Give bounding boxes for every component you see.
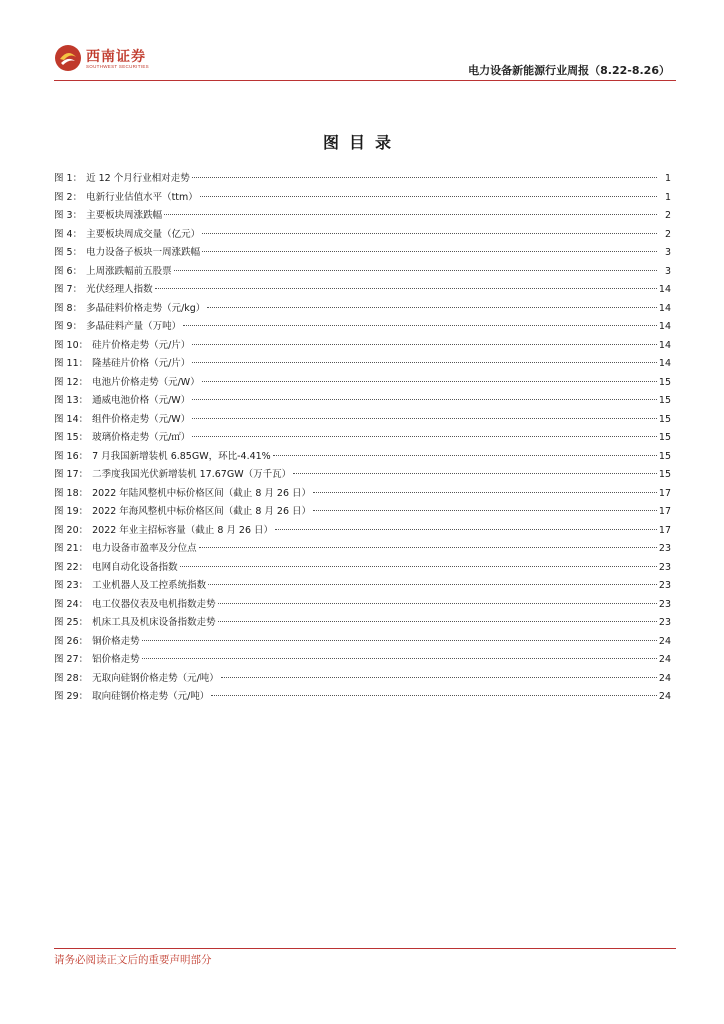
toc-entry-page: 15 [658,376,671,388]
toc-entry[interactable] [54,633,671,652]
toc-entry-page: 15 [658,413,671,425]
toc-entry[interactable] [54,466,671,485]
toc-entry-title: 电力设备子板块一周涨跌幅 [86,247,201,258]
toc-entry-page: 23 [658,543,671,554]
toc-entry[interactable] [54,318,671,337]
toc-entry-leader [202,233,657,234]
toc-entry-page: 17 [658,487,671,499]
toc-entry-title: 铝价格走势 [92,654,140,665]
toc-entry[interactable] [54,226,671,245]
toc-entry-leader [273,455,657,456]
toc-entry-page: 15 [658,469,671,480]
logo-chinese-name: 西南证券 [86,49,146,65]
toc-entry[interactable] [54,522,671,541]
toc-entry-title: 机床工具及机床设备指数走势 [92,617,216,628]
toc-entry[interactable] [54,281,671,300]
toc-entry-leader [142,658,657,659]
toc-entry-title: 2022 年陆风整机中标价格区间（截止 8 月 26 日） [92,487,312,499]
toc-entry-leader [192,436,657,437]
toc-entry-title: 多晶硅料价格走势（元/kg） [86,302,206,314]
toc-entry-page: 3 [664,247,671,258]
toc-entry-title: 光伏经理人指数 [86,284,153,295]
toc-entry-leader [192,362,657,363]
toc-entry-leader [293,473,657,474]
toc-entry[interactable] [54,337,671,356]
toc-entry-number: 图 28： [54,672,89,684]
toc-entry-number: 图 19： [54,506,89,517]
toc-entry-page: 15 [658,432,671,443]
toc-entry-number: 图 23： [54,580,89,591]
toc-entry-number: 图 15： [54,432,89,443]
toc-entry-title: 主要板块周成交量（亿元） [86,228,201,240]
toc-entry-leader [164,214,657,215]
toc-entry-number: 图 29： [54,691,89,702]
toc-entry-leader [211,695,657,696]
toc-entry[interactable] [54,429,671,448]
toc-entry-number: 图 1： [54,173,83,184]
toc-entry-number: 图 7： [54,284,83,295]
toc-entry-leader [313,492,657,493]
figure-table-of-contents [54,170,671,707]
toc-entry[interactable] [54,244,671,263]
toc-entry-page: 2 [664,210,671,221]
toc-entry[interactable] [54,614,671,633]
toc-entry-leader [174,270,657,271]
toc-entry-title: 无取向硅钢价格走势（元/吨） [92,672,219,684]
toc-entry[interactable] [54,355,671,374]
toc-entry[interactable] [54,411,671,430]
toc-entry-page: 14 [658,302,671,314]
toc-entry-number: 图 8： [54,302,83,314]
toc-entry-page: 17 [658,506,671,517]
toc-heading: 图目录 [322,133,401,152]
toc-entry-title: 铜价格走势 [92,635,140,647]
logo-emblem-icon [54,44,82,72]
toc-entry-page: 23 [658,598,671,610]
toc-entry-title: 组件价格走势（元/W） [92,413,191,425]
toc-entry-number: 图 25： [54,617,89,628]
toc-entry-leader [275,529,657,530]
toc-entry-number: 图 16： [54,450,89,462]
toc-entry-page: 14 [658,358,671,369]
toc-entry-title: 电力设备市盈率及分位点 [92,543,197,554]
toc-entry-leader [192,418,657,419]
toc-entry-page: 2 [664,228,671,240]
toc-entry-leader [313,510,657,511]
toc-entry-page: 14 [658,339,671,351]
toc-entry-leader [207,307,657,308]
toc-entry-title: 电新行业估值水平（ttm） [86,191,198,203]
logo-english-name: SOUTHWEST SECURITIES [86,64,149,69]
toc-entry-leader [183,325,657,326]
toc-entry-leader [192,177,657,178]
toc-entry-leader [202,381,657,382]
toc-entry[interactable] [54,189,671,208]
toc-entry-leader [218,603,657,604]
toc-entry-leader [218,621,657,622]
toc-entry-title: 硅片价格走势（元/片） [92,339,191,351]
toc-entry-leader [199,547,657,548]
toc-entry-title: 电池片价格走势（元/W） [92,376,200,388]
toc-entry-number: 图 27： [54,654,89,665]
toc-entry-number: 图 10： [54,339,89,351]
toc-entry-page: 1 [664,173,671,184]
toc-entry[interactable] [54,540,671,559]
toc-entry-title: 电网自动化设备指数 [92,561,178,573]
toc-entry-leader [221,677,657,678]
toc-entry-page: 15 [658,395,671,406]
toc-entry-number: 图 12： [54,376,89,388]
toc-entry[interactable] [54,207,671,226]
toc-entry[interactable] [54,577,671,596]
toc-entry-title: 隆基硅片价格（元/片） [92,358,191,369]
toc-entry-number: 图 13： [54,395,89,406]
company-logo [54,44,164,74]
toc-entry[interactable] [54,670,671,689]
toc-entry[interactable] [54,688,671,707]
toc-entry-title: 2022 年海风整机中标价格区间（截止 8 月 26 日） [92,506,312,517]
report-title: 电力设备新能源行业周报（8.22-8.26） [468,64,670,77]
toc-entry-title: 7 月我国新增装机 6.85GW，环比-4.41% [92,450,271,462]
toc-entry[interactable] [54,559,671,578]
toc-entry-page: 24 [658,654,671,665]
toc-entry-leader [200,196,657,197]
toc-entry-number: 图 24： [54,598,89,610]
toc-entry-number: 图 21： [54,543,89,554]
toc-entry[interactable] [54,503,671,522]
header-divider [54,80,676,81]
toc-entry[interactable] [54,170,671,189]
toc-entry-number: 图 18： [54,487,89,499]
toc-entry-number: 图 4： [54,228,83,240]
toc-entry-page: 14 [658,284,671,295]
toc-entry-page: 15 [658,450,671,462]
toc-entry-number: 图 22： [54,561,89,573]
toc-entry-page: 24 [658,635,671,647]
toc-entry-leader [208,584,657,585]
toc-entry-title: 工业机器人及工控系统指数 [92,580,207,591]
toc-entry-page: 1 [664,191,671,203]
toc-entry[interactable] [54,448,671,467]
toc-entry[interactable] [54,651,671,670]
toc-entry-number: 图 6： [54,265,83,277]
toc-entry-title: 玻璃价格走势（元/㎡） [92,432,191,443]
toc-entry-title: 上周涨跌幅前五股票 [86,265,172,277]
footer-notice: 请务必阅读正文后的重要声明部分 [54,954,212,966]
toc-entry-leader [180,566,657,567]
toc-entry-title: 2022 年业主招标容量（截止 8 月 26 日） [92,524,274,536]
toc-entry-page: 24 [658,691,671,702]
toc-entry-number: 图 17： [54,469,89,480]
toc-entry[interactable] [54,300,671,319]
toc-entry-number: 图 20： [54,524,89,536]
toc-entry-title: 取向硅钢价格走势（元/吨） [92,691,210,702]
toc-entry[interactable] [54,596,671,615]
toc-entry-page: 3 [664,265,671,277]
toc-entry-leader [202,251,657,252]
toc-entry-leader [192,399,657,400]
toc-entry-number: 图 3： [54,210,83,221]
toc-entry-page: 23 [658,561,671,573]
toc-entry-number: 图 5： [54,247,83,258]
toc-entry-title: 多晶硅料产量（万吨） [86,321,182,332]
toc-entry-page: 24 [658,672,671,684]
toc-entry-number: 图 14： [54,413,89,425]
page-header [0,0,724,82]
toc-entry-title: 二季度我国光伏新增装机 17.67GW（万千瓦） [92,469,292,480]
toc-entry-leader [192,344,657,345]
toc-entry-title: 近 12 个月行业相对走势 [86,173,190,184]
footer-divider [54,948,676,949]
toc-entry-number: 图 11： [54,358,89,369]
toc-entry-leader [155,288,657,289]
toc-entry-leader [142,640,657,641]
toc-entry-number: 图 2： [54,191,83,203]
toc-entry-number: 图 9： [54,321,83,332]
toc-entry[interactable] [54,263,671,282]
toc-entry-page: 14 [658,321,671,332]
toc-entry[interactable] [54,392,671,411]
toc-entry-page: 23 [658,580,671,591]
toc-entry-number: 图 26： [54,635,89,647]
toc-entry-title: 电工仪器仪表及电机指数走势 [92,598,216,610]
toc-entry-title: 通威电池价格（元/W） [92,395,191,406]
toc-entry-title: 主要板块周涨跌幅 [86,210,163,221]
toc-entry-page: 17 [658,524,671,536]
toc-entry[interactable] [54,374,671,393]
toc-entry[interactable] [54,485,671,504]
toc-entry-page: 23 [658,617,671,628]
